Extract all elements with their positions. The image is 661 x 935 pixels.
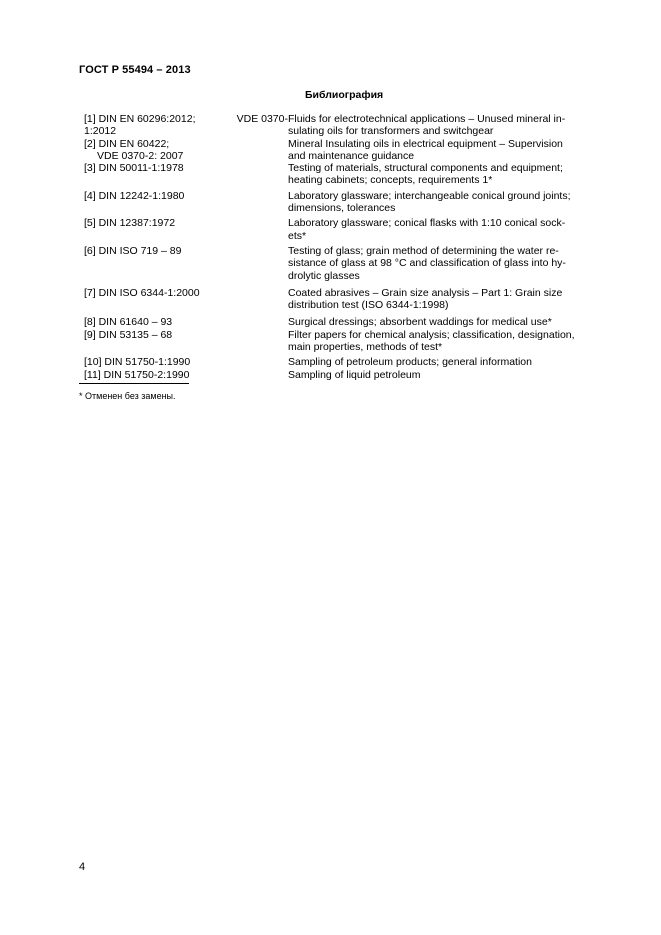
bib-desc-line: Testing of glass; grain method of determining the water re- [288,244,559,257]
bib-ref: [6] DIN ISO 719 – 89 [84,244,182,257]
bib-ref: [2] DIN EN 60422; [84,137,170,150]
bib-entry [84,217,596,242]
bib-desc-line: drolytic glasses [288,269,360,282]
bib-desc-line: and maintenance guidance [288,149,415,162]
bib-entry [84,329,596,354]
bib-desc-line: distribution test (ISO 6344-1:1998) [288,299,449,312]
bib-desc-line: Mineral Insulating oils in electrical equipment – Supervision [288,137,563,150]
bib-desc-line: ets* [288,229,307,242]
bib-ref: [7] DIN ISO 6344-1:2000 [84,286,200,299]
bib-desc-line: sulating oils for transformers and switchgear [288,125,494,138]
bib-entry [84,138,596,163]
bib-ref: [3] DIN 50011-1:1978 [84,162,184,175]
bib-ref: [1] DIN EN 60296:2012; [84,113,196,125]
bib-desc-line: Surgical dressings; absorbent waddings for medical use* [288,316,552,329]
bib-entry [84,190,596,215]
bib-entry [84,316,596,328]
document-code: ГОСТ Р 55494 – 2013 [79,64,191,76]
bib-ref: [10] DIN 51750-1:1990 [84,356,191,369]
bib-entry [84,287,596,312]
bib-entry [84,356,596,368]
bib-entry [84,162,596,187]
bib-ref: [11] DIN 51750-2:1990 [84,368,190,381]
page-number: 4 [79,861,86,873]
bib-desc-line: Coated abrasives – Grain size analysis – Part 1: Grain size [288,286,563,299]
bib-ref: [8] DIN 61640 – 93 [84,316,173,329]
bib-desc-line: Testing of materials, structural components and equipment; [288,162,563,175]
bib-ref: [5] DIN 12387:1972 [84,217,176,230]
bib-ref-line2: VDE 0370-2: 2007 [97,149,184,162]
bibliography-list [84,113,596,381]
footnote: * Отменен без замены. [79,391,176,401]
bib-desc-line: Sampling of petroleum products; general information [288,356,532,369]
bibliography-title: Библиография [305,89,384,101]
bib-desc-line: Filter papers for chemical analysis; classification, designation, [288,328,575,341]
bib-desc-line: heating cabinets; concepts, requirements 1* [288,174,493,187]
bib-entry [84,369,596,381]
bib-entry [84,113,596,138]
bib-ref-line2: 1:2012 [84,125,117,138]
bib-entry [84,245,596,282]
bib-ref-continued: VDE 0370- [236,113,288,125]
footnote-separator [79,383,189,384]
bib-desc-line: Sampling of liquid petroleum [288,368,421,381]
bib-desc-line: dimensions, tolerances [288,202,396,215]
bib-desc-line: main properties, methods of test* [288,341,443,354]
bib-desc-line: sistance of glass at 98 °C and classification of glass into hy- [288,257,566,270]
bib-desc-line: Fluids for electrotechnical applications – Unused mineral in- [288,113,566,125]
bib-desc-line: Laboratory glassware; interchangeable conical ground joints; [288,189,571,202]
bib-ref: [4] DIN 12242-1:1980 [84,189,185,202]
bib-desc-line: Laboratory glassware; conical flasks with 1:10 conical sock- [288,217,566,230]
bib-ref: [9] DIN 53135 – 68 [84,328,173,341]
